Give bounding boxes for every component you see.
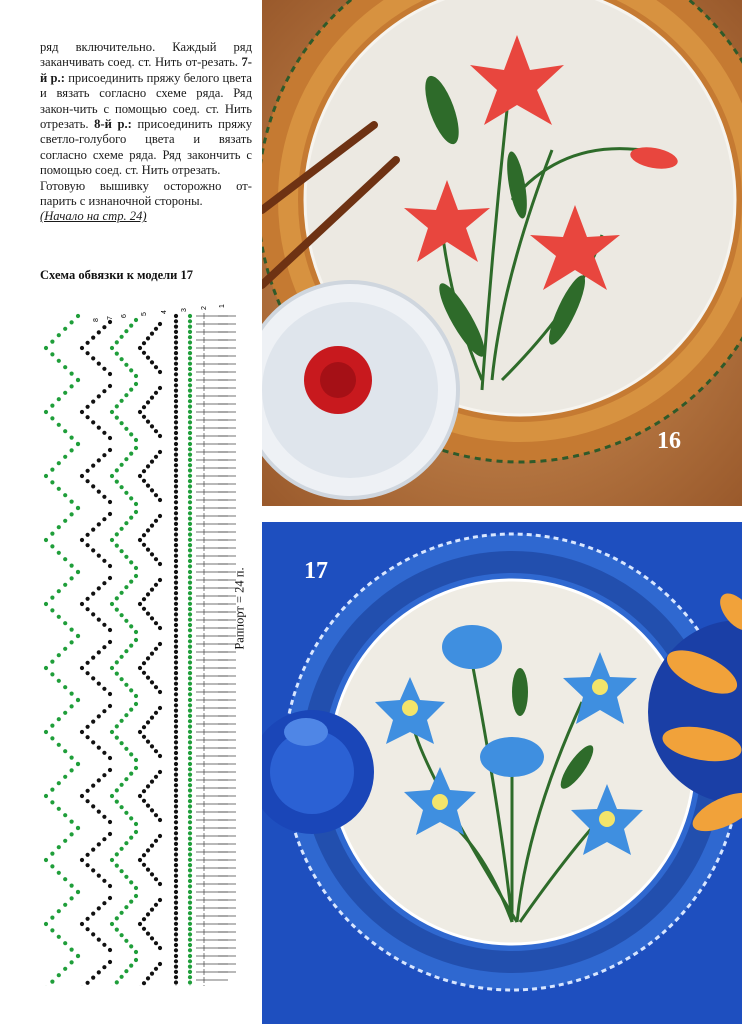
scheme-row-number: 1: [219, 304, 226, 308]
scheme-title: Схема обвязки к модели 17: [40, 268, 193, 282]
scheme-row-number: 5: [141, 312, 148, 316]
scheme-row-number: 8: [93, 318, 100, 322]
row8-label: 8-й р.:: [94, 117, 132, 132]
scheme-row-number: 2: [201, 306, 208, 310]
rapport-label: [229, 555, 249, 665]
scheme-row-number: 3: [181, 308, 188, 312]
photo-model-17: [262, 522, 742, 1024]
row7-text: присоединить пряжу белого цвета и вязать согласно схеме ряда. Ряд закон-чить с помощью соед. ст. Нить отрезать.: [40, 70, 252, 132]
doily-17-illustration: [262, 522, 742, 1024]
crochet-scheme-diagram: [38, 286, 260, 986]
photo-16-number: 16: [657, 428, 681, 454]
scheme-row-number: 7: [107, 316, 114, 320]
instruction-line-1: ряд включительно. Каждый ряд заканчивать соед. ст. Нить от-резать.: [40, 40, 252, 70]
scheme-row-number: 6: [121, 314, 128, 318]
row8-text: присоединить пряжу светло-голубого цвета и вязать согласно схеме ряда. Ряд закончить с помощью соед. ст. Нить отрезать.: [40, 117, 252, 178]
photo-model-16: [262, 0, 742, 506]
photo-17-number: 17: [304, 558, 328, 584]
row7-label: 7-й р.:: [40, 55, 252, 85]
scheme-row-number: 4: [161, 310, 168, 314]
instruction-paragraph: [40, 40, 252, 179]
rapport-text: Раппорт = 24 п.: [232, 567, 247, 650]
finish-paragraph: Готовую вышивку осторожно от-парить с изнаночной стороны.: [40, 178, 252, 209]
instruction-text: [40, 40, 252, 225]
continuation-note: (Начало на стр. 24): [40, 209, 147, 224]
